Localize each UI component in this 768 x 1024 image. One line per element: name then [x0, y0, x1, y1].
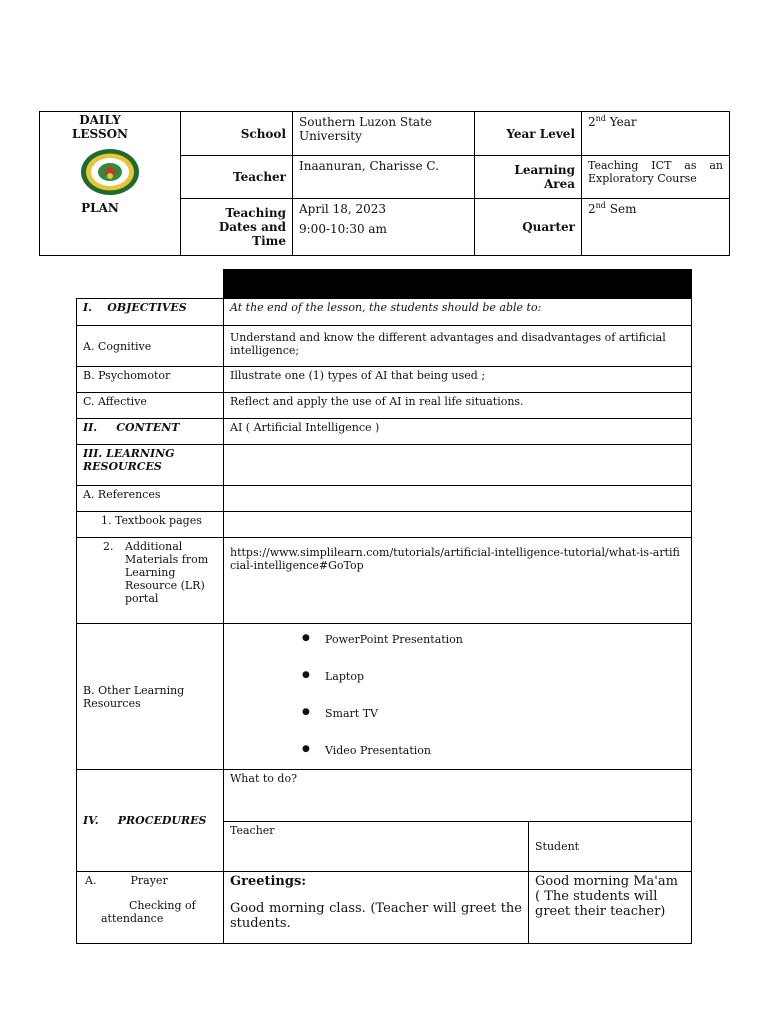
what-to-do: What to do?: [224, 770, 692, 822]
dates-value: [293, 199, 475, 256]
resources-label: III. LEARNING RESOURCES: [77, 445, 224, 486]
additional-num: 2.: [103, 540, 114, 553]
references-value: [224, 486, 692, 512]
time-value: 9:00-10:30 am: [299, 222, 387, 236]
title-daily: DAILY: [79, 113, 121, 127]
date-value: April 18, 2023: [299, 202, 387, 216]
references-label: A. References: [77, 486, 224, 512]
additional-label: Additional Materials from Learning Resource (LR) portal: [125, 540, 209, 605]
greetings-text: Good morning class. (Teacher will greet the students.: [230, 901, 522, 931]
quarter-value: [582, 199, 730, 256]
learning-area-value: Teaching ICT as an Exploratory Course: [582, 156, 730, 199]
student-note: ( The students will greet their teacher): [535, 889, 666, 919]
textbook-value: [224, 512, 692, 538]
year-level-value: [582, 112, 730, 156]
list-item: ● PowerPoint Presentation: [302, 633, 685, 646]
teacher-label: Teacher: [181, 156, 293, 199]
affective-label: C. Affective: [77, 393, 224, 419]
resources-value: [224, 445, 692, 486]
objectives-label: I. OBJECTIVES: [77, 299, 224, 326]
year-level-num: 2: [588, 115, 596, 129]
header-table: [39, 111, 730, 256]
school-value: Southern Luzon State University: [293, 112, 475, 156]
cognitive-value: Understand and know the different advantages and disadvantages of artificial intelligence;: [224, 326, 692, 367]
psychomotor-value: Illustrate one (1) types of AI that being used ;: [224, 367, 692, 393]
university-seal-icon: [79, 147, 141, 197]
student-reply: Good morning Ma'am: [535, 874, 678, 889]
quarter-label: Quarter: [475, 199, 582, 256]
year-level-label: Year Level: [475, 112, 582, 156]
year-level-sup: nd: [595, 114, 606, 123]
dates-label: Teaching Dates and Time: [181, 199, 293, 256]
list-item: ● Smart TV: [302, 707, 685, 720]
other-resources-list: [230, 633, 685, 757]
title-lesson: LESSON: [71, 127, 129, 141]
textbook-label: 1. Textbook pages: [77, 512, 224, 538]
psychomotor-label: B. Psychomotor: [77, 367, 224, 393]
cognitive-label: A. Cognitive: [77, 326, 224, 367]
title-cell: [40, 112, 181, 256]
attendance-label: Checking of attendance: [101, 899, 196, 925]
quarter-word: Sem: [609, 202, 637, 216]
learning-area-label: Learning Area: [475, 156, 582, 199]
student-reply-cell: [529, 872, 692, 944]
additional-cell: [77, 538, 224, 624]
quarter-num: 2: [588, 202, 596, 216]
greetings-heading: Greetings:: [230, 874, 307, 889]
header-bar: [224, 270, 692, 299]
list-item: ● Video Presentation: [302, 744, 685, 757]
school-label: School: [181, 112, 293, 156]
year-level-word: Year: [609, 115, 637, 129]
affective-value: Reflect and apply the use of AI in real life situations.: [224, 393, 692, 419]
prayer-cell: [77, 872, 224, 944]
content-value: AI ( Artificial Intelligence ): [224, 419, 692, 445]
teacher-value: Inaanuran, Charisse C.: [293, 156, 475, 199]
objectives-intro: At the end of the lesson, the students should be able to:: [224, 299, 692, 326]
procedures-label: IV. PROCEDURES: [77, 770, 224, 872]
content-label: II. CONTENT: [77, 419, 224, 445]
quarter-sup: nd: [595, 201, 606, 210]
lesson-table: [76, 269, 692, 944]
prayer-num: A.: [85, 874, 97, 887]
greetings-cell: [224, 872, 529, 944]
additional-value: https://www.simplilearn.com/tutorials/artificial-intelligence-tutorial/what-is-artificial-intelligence#GoTop: [224, 538, 692, 624]
teacher-col-header: Teacher: [224, 822, 529, 872]
title-plan: PLAN: [81, 201, 119, 215]
other-resources-label: B. Other Learning Resources: [77, 624, 224, 770]
prayer-label: Prayer: [130, 874, 168, 887]
other-resources-cell: [224, 624, 692, 770]
list-item: ● Laptop: [302, 670, 685, 683]
student-col-header: Student: [529, 822, 692, 872]
